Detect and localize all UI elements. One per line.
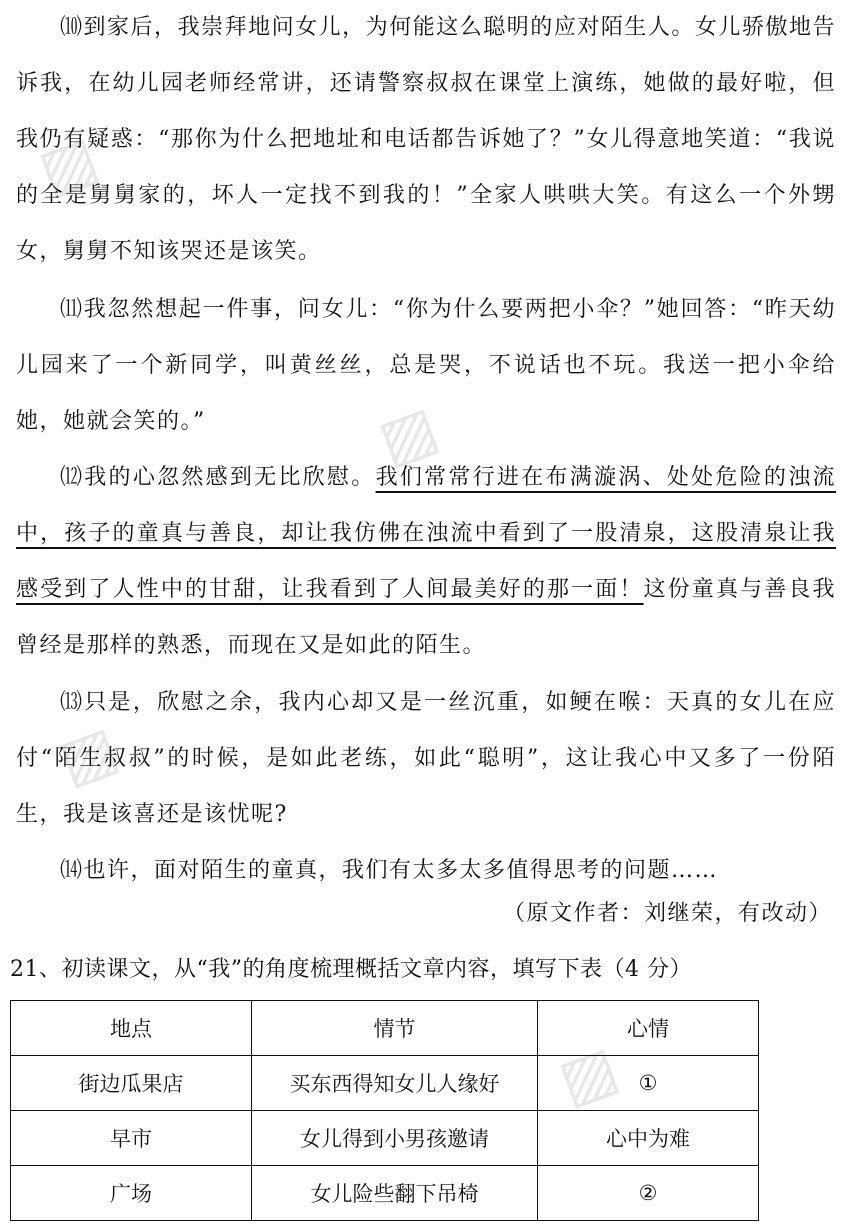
watermark-graphic: ▨ [49, 712, 127, 798]
table-cell: 街边瓜果店 [11, 1056, 252, 1111]
watermark-graphic: ▨ [29, 122, 107, 208]
paragraph-12 [16, 450, 836, 674]
table-header-cell: 地点 [11, 1001, 252, 1056]
paragraph-14: ⒁也许，面对陌生的童真，我们有太多太多值得思考的问题…… [60, 858, 719, 883]
table-cell: 心中为难 [538, 1111, 759, 1166]
paragraph-12-outro: 这份童真与善良我曾经是那样的熟悉，而现在又是如此的陌生。 [16, 577, 836, 658]
underlined-sentence: 我们常常行进在布满漩涡、处处危险的浊流中，孩子的童真与善良，却让我仿佛在浊流中看到了一股清泉，这股清泉让我感受到了人性中的甘甜，让我看到了人间最美好的那一面！ [16, 465, 836, 602]
table-header-cell: 情节 [252, 1001, 538, 1056]
table-row [11, 1166, 759, 1221]
watermark-graphic: ▨ [549, 1032, 627, 1118]
table-cell: 广场 [11, 1166, 252, 1221]
table-row [11, 1111, 759, 1166]
table-header-row [11, 1001, 759, 1056]
paragraph-11: ⑾我忽然想起一件事，问女儿：“你为什么要两把小伞？”她回答：“昨天幼儿园来了一个新同学，叫黄丝丝，总是哭，不说话也不玩。我送一把小伞给她，她就会笑的。” [16, 297, 836, 434]
table-cell: 买东西得知女儿人缘好 [252, 1056, 538, 1111]
table-cell: 早市 [11, 1111, 252, 1166]
answer-blank-cell[interactable]: ① [538, 1056, 759, 1111]
question-21: 21、初读课文，从“我”的角度梳理概括文章内容，填写下表（4 分） [10, 957, 692, 982]
paragraph-13: ⒀只是，欣慰之余，我内心却又是一丝沉重，如鲠在喉：天真的女儿在应付“陌生叔叔”的时候，是如此老练，如此“聪明”，这让我心中又多了一份陌生，我是该喜还是该忧呢? [16, 690, 836, 827]
summary-table [10, 1000, 759, 1221]
table-row [11, 1056, 759, 1111]
paragraph-10: ⑽到家后，我崇拜地问女儿，为何能这么聪明的应对陌生人。女儿骄傲地告诉我，在幼儿园老师经常讲，还请警察叔叔在课堂上演练，她做的最好啦，但我仍有疑惑：“那你为什么把地址和电话都告诉她了？”女儿得意地笑道：“我说的全是舅舅家的，坏人一定找不到我的！”全家人哄哄大笑。有这么一个外甥女，舅舅不知该哭还是该笑。 [16, 15, 836, 264]
table-header-cell: 心情 [538, 1001, 759, 1056]
table-cell: 女儿险些翻下吊椅 [252, 1166, 538, 1221]
attribution: （原文作者：刘继荣，有改动） [502, 901, 832, 926]
paragraph-12-intro: ⑿我的心忽然感到无比欣慰。 [60, 465, 376, 490]
table-cell: 女儿得到小男孩邀请 [252, 1111, 538, 1166]
watermark-graphic: ▨ [369, 392, 447, 478]
answer-blank-cell[interactable]: ② [538, 1166, 759, 1221]
